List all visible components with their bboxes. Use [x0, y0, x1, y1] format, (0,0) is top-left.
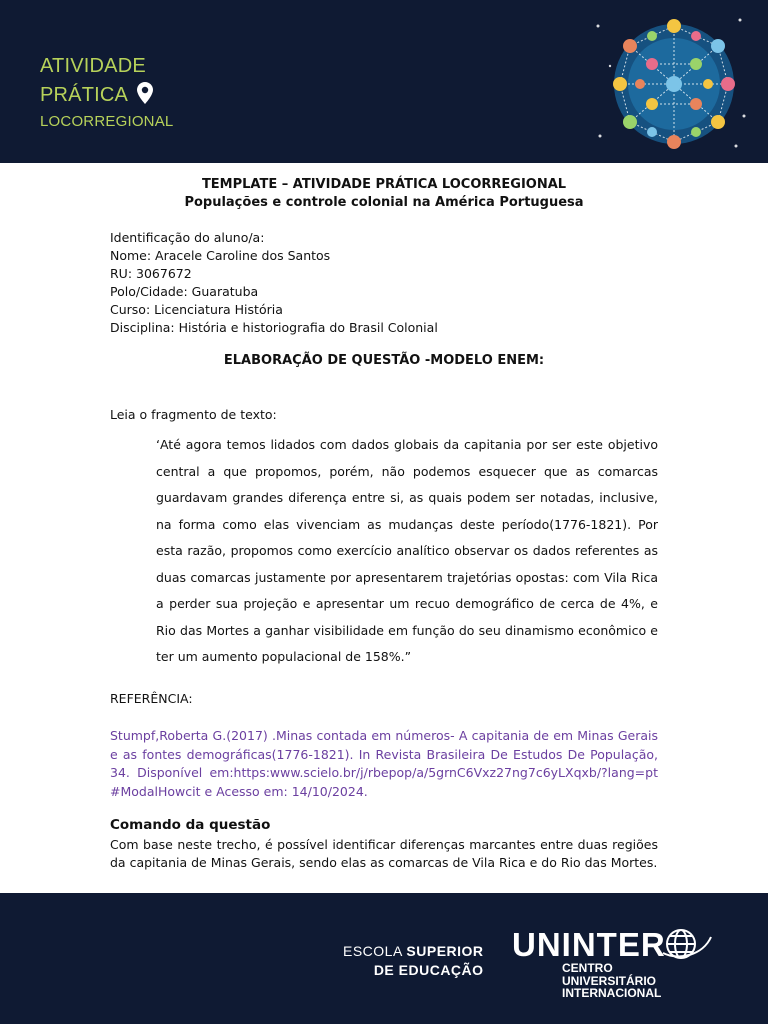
command-text: Com base neste trecho, é possível identificar diferenças marcantes entre duas regiões da capitania de Minas Gerais, sendo elas as comarcas de Vila Rica e do Rio das Mortes.	[110, 837, 658, 870]
uninter-subtitle	[562, 962, 661, 1000]
people-network-globe-icon	[590, 6, 750, 158]
section-title: ELABORAÇÃO DE QUESTÃO -MODELO ENEM:	[223, 353, 545, 368]
student-ru: RU: 3067672	[110, 266, 192, 281]
student-name: Nome: Aracele Caroline dos Santos	[110, 248, 331, 263]
school-line1-regular: ESCOLA	[343, 943, 407, 959]
uninter-logo-text: UNINTER	[512, 926, 666, 963]
document-subtitle: Populações e controle colonial na América Portuguesa	[184, 195, 584, 210]
brand-line-2: PRÁTICA	[40, 84, 127, 106]
globe-icon	[659, 925, 713, 963]
quote-paragraph: ‘Até agora temos lidados com dados globais da capitania por ser este objetivo central a que propomos, porém, não podemos esquecer que as comarcas guardavam grandes diferença entre si, as quais podem ser notadas, inclusive, na forma como elas vivenciam as mudanças deste período(1776-1821). Por esta razão, propomos como exercício analítico observar os dados referentes as duas comarcas justamente por apresentarem trajetórias opostas: com Vila Rica a perder sua projeção e apresentar um recuo demográfico de cerca de 4%, e Rio das Mortes a ganhar visibilidade em função do seu dinamismo econômico e ter um aumento populacional de 158%.”	[156, 437, 658, 664]
footer-banner	[0, 893, 768, 1024]
brand-logo	[40, 52, 173, 134]
brand-line-3: LOCORREGIONAL	[40, 113, 174, 130]
uninter-sub-line2: UNIVERSITÁRIO	[562, 973, 657, 988]
reference-text: Stumpf,Roberta G.(2017) .Minas contada em números- A capitania de em Minas Gerais e as fontes demográficas(1776-1821). In Revista Brasileira De Estudos De População, 34. Disponível em:https:www.scielo.br/j/rbepop/a/5grnC6Vxz27ng7c6yLXqxb/?lang=pt #ModalHowcit e Acesso em: 14/10/2024.	[110, 728, 658, 799]
reference-heading: REFERÊNCIA:	[110, 691, 193, 706]
header-banner	[0, 0, 768, 163]
uninter-sub-line1: CENTRO	[562, 961, 613, 975]
school-line2: DE EDUCAÇÃO	[373, 962, 484, 978]
school-line1-bold: SUPERIOR	[406, 943, 484, 959]
command-heading: Comando da questão	[110, 817, 271, 833]
brand-line-1: ATIVIDADE	[40, 55, 146, 77]
identification-heading: Identificação do aluno/a:	[110, 230, 265, 245]
location-pin-icon	[137, 82, 153, 104]
student-discipline: Disciplina: História e historiografia do Brasil Colonial	[110, 320, 438, 335]
school-logo	[343, 942, 484, 980]
student-course: Curso: Licenciatura História	[110, 302, 283, 317]
document-title: TEMPLATE – ATIVIDADE PRÁTICA LOCORREGIONAL	[201, 177, 567, 192]
document-body	[0, 163, 768, 893]
student-city: Polo/Cidade: Guaratuba	[110, 284, 259, 299]
lead-text: Leia o fragmento de texto:	[110, 407, 277, 422]
uninter-sub-line3: INTERNACIONAL	[562, 986, 662, 1000]
student-identification	[110, 229, 438, 337]
